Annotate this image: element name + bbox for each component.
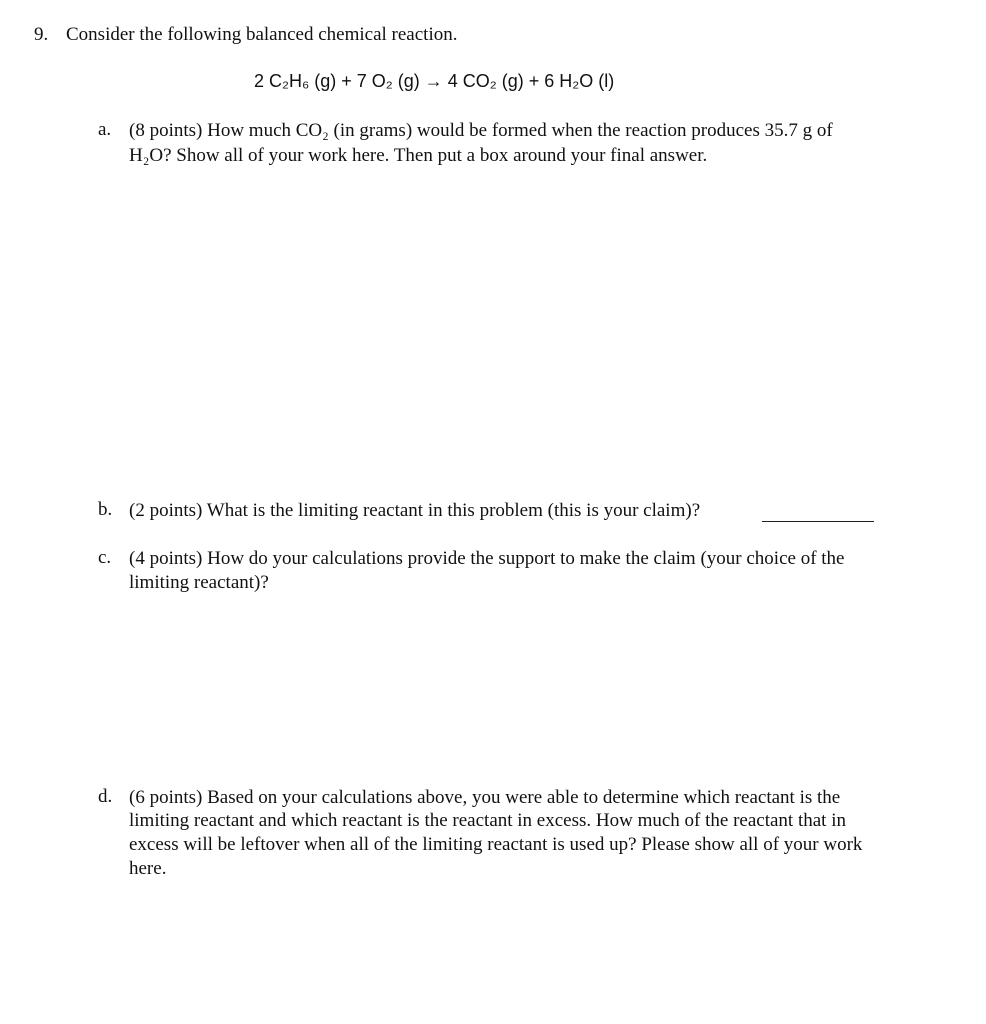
part-b-text: (2 points) What is the limiting reactant in this problem (this is your claim)?	[129, 500, 701, 521]
part-a-text-line1: (8 points) How much CO₂ (in grams) would be formed when the reaction produces 35.7 g of	[129, 120, 833, 141]
question-number: 9.	[34, 24, 49, 45]
part-c-text-line2: limiting reactant)?	[129, 572, 269, 593]
part-d-text-line3: excess will be leftover when all of the limiting reactant is used up? Please show all of your work	[129, 834, 863, 855]
part-d-text-line2: limiting reactant and which reactant is the reactant in excess. How much of the reactant that in	[129, 810, 846, 831]
part-a-text-line2: H₂O? Show all of your work here. Then put a box around your final answer.	[129, 145, 708, 166]
part-d-label: d.	[98, 786, 113, 807]
part-c-label: c.	[98, 547, 112, 568]
answer-blank-line[interactable]	[762, 521, 874, 522]
part-d-text-line4: here.	[129, 858, 167, 879]
chemical-equation: 2 C₂H₆ (g) + 7 O₂ (g) → 4 CO₂ (g) + 6 H₂O (l)	[254, 71, 615, 91]
part-b-label: b.	[98, 499, 113, 520]
question-intro: Consider the following balanced chemical reaction.	[66, 24, 458, 45]
part-a-label: a.	[98, 119, 112, 140]
part-c-text-line1: (4 points) How do your calculations provide the support to make the claim (your choice of the	[129, 548, 845, 569]
part-d-text-line1: (6 points) Based on your calculations above, you were able to determine which reactant is the	[129, 787, 841, 808]
